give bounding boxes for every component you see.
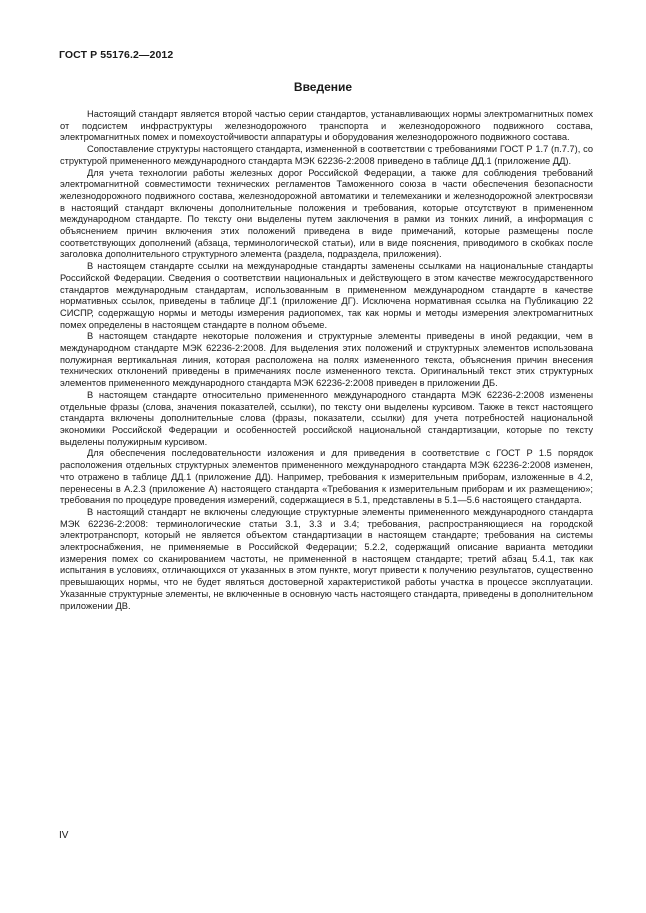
paragraph: Настоящий стандарт является второй частью серии стандартов, устанавливающих нормы электромагнитных помех от подсистем инфраструктуры железнодорожного транспорта и железнодорожного подвижного состава, электромагнитных помех и помехоустойчивости аппаратуры и оборудования железнодорожного подвижного состава. (60, 109, 593, 143)
paragraph: В настоящий стандарт не включены следующие структурные элементы примененного международного стандарта МЭК 62236-2:2008: терминологические статьи 3.1, 3.3 и 3.4; требования, распространяющиеся на городской электротранспорт, который не является объектом стандартизации в настоящем стандарте; требования на системы электроснабжения, не применяемые в Российской Федерации; 5.2.2, содержащий описание варианта методики измерения помех со сканированием частоты, не примененной в настоящем стандарте; третий абзац 5.4.1, так как испытания в условиях, отличающихся от указанных в этом пункте, могут привести к получению результатов, существенно превышающих нормы, что не будет являться достоверной характеристикой работы участка в процессе эксплуатации. Указанные структурные элементы, не включенные в основную часть настоящего стандарта, приведены в дополнительном приложении ДВ. (60, 506, 593, 611)
paragraph: В настоящем стандарте ссылки на международные стандарты заменены ссылками на национальные стандарты Российской Федерации. Сведения о соответствии национальных и действующего в этом качестве межгосударственного стандартов международным стандартам, использованным в примененном международном стандарте в качестве нормативных ссылок, приведены в таблице ДГ.1 (приложение ДГ). Исключена нормативная ссылка на Публикацию 22 СИСПР, содержащую нормы и методы измерения радиопомех, так как нормы и методы измерения электромагнитных помех определены в настоящем стандарте в полном объеме. (60, 261, 593, 330)
paragraph: В настоящем стандарте относительно примененного международного стандарта МЭК 62236-2:2008 изменены отдельные фразы (слова, значения показателей, ссылки), по тексту они выделены курсивом. Также в текст настоящего стандарта включены дополнительные слова (фразы, показатели, ссылки) для учета потребностей национальной экономики Российской Федерации и особенностей российской национальной стандартизации, которые по тексту выделены полужирным курсивом. (60, 389, 593, 447)
page-title: Введение (293, 80, 353, 94)
page-number: IV (59, 830, 69, 841)
paragraph: Для учета технологии работы железных дорог Российской Федерации, а также для соблюдения требований электромагнитной совместимости технических регламентов Таможенного союза в части обеспечения безопасности железнодорожного подвижного состава, железнодорожной автоматики и телемеханики и железнодорожной электросвязи в настоящий стандарт включены дополнительные положения и требования, которые отсутствуют в примененном международном стандарте. По тексту они выделены путем заключения в рамки из тонких линий, а информация с объяснением причин включения этих положений приведена в виде примечаний, которые размещены после соответствующих дополнений (абзаца, терминологической статьи), или в виде пояснения, приводимого в скобках после заголовка дополнительного структурного элемента (раздела, подраздела, приложения). (60, 167, 593, 260)
paragraph: Для обеспечения последовательности изложения и для приведения в соответствие с ГОСТ Р 1.5 порядок расположения отдельных структурных элементов примененного международного стандарта МЭК 62236-2:2008 изменен, что отражено в таблице ДД.1 (приложение ДД). Например, требования к измерительным приборам, изложенные в 4.2, перенесены в А.2.3 (приложение А) настоящего стандарта «Требования к измерительным приборам и их размещению»; требования по процедуре проведения измерений, содержащиеся в 5.1, представлены в 5.1—5.6 настоящего стандарта. (60, 448, 593, 506)
paragraph: Сопоставление структуры настоящего стандарта, измененной в соответствии с требованиями ГОСТ Р 1.7 (п.7.7), со структурой примененного международного стандарта МЭК 62236-2:2008 приведено в таблице ДД.1 (приложение ДД). (60, 144, 593, 166)
document-code: ГОСТ Р 55176.2—2012 (59, 49, 174, 61)
paragraph: В настоящем стандарте некоторые положения и структурные элементы приведены в иной редакции, чем в международном стандарте МЭК 62236-2:2008. Для выделения этих положений и структурных элементов использована полужирная вертикальная линия, которая расположена на полях измененного текста, объяснения причин внесения технических отклонений приведены в примечаниях после измененного текста. Оригинальный текст этих структурных элементов примененного международного стандарта МЭК 62236-2:2008 приведен в приложении ДБ. (60, 331, 593, 389)
document-body (60, 109, 593, 612)
